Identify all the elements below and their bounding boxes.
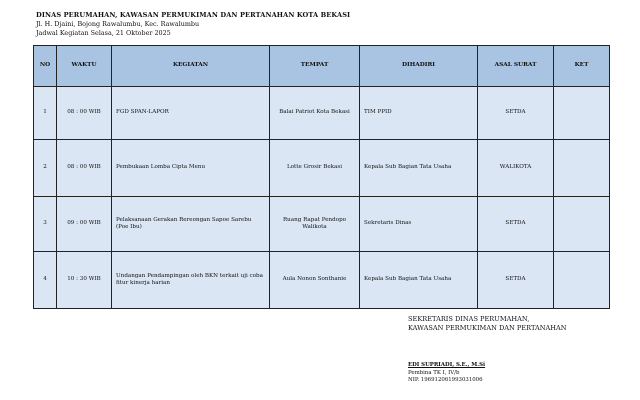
table-row — [34, 87, 610, 140]
schedule-table — [33, 45, 610, 309]
column-header-asal-surat: ASAL SURAT — [478, 46, 554, 87]
document-header — [36, 11, 350, 37]
table-row — [34, 140, 610, 197]
signature-position-line1: SEKRETARIS DINAS PERUMAHAN, — [408, 315, 530, 323]
cell-ket — [554, 252, 610, 309]
column-header-waktu: WAKTU — [57, 46, 112, 87]
agency-title: DINAS PERUMAHAN, KAWASAN PERMUKIMAN DAN PERTANAHAN KOTA BEKASI — [36, 11, 351, 19]
cell-kegiatan: Pembukaan Lomba Cipta Menu — [112, 140, 270, 197]
cell-ket — [554, 140, 610, 197]
cell-dihadiri: Kepala Sub Bagian Tata Usaha — [360, 252, 478, 309]
signatory-name: EDI SUPRIADI, S.E., M.Si — [408, 362, 486, 368]
cell-asal-surat: SETDA — [478, 197, 554, 252]
column-header-dihadiri: DIHADIRI — [360, 46, 478, 87]
cell-no: 2 — [34, 140, 57, 197]
cell-waktu: 08 : 00 WIB — [57, 140, 112, 197]
cell-waktu: 10 : 30 WIB — [57, 252, 112, 309]
table-row — [34, 252, 610, 309]
cell-tempat: Aula Nonon Sonthanie — [270, 252, 360, 309]
cell-tempat: Balai Patriot Kota Bekasi — [270, 87, 360, 140]
cell-no: 1 — [34, 87, 57, 140]
cell-ket — [554, 87, 610, 140]
cell-no: 4 — [34, 252, 57, 309]
schedule-date: Jadwal Kegiatan Selasa, 21 Oktober 2025 — [36, 28, 171, 37]
agency-address: Jl. H. Djaini, Bojong Rawalumbu, Kec. Rawalumbu — [36, 20, 200, 28]
cell-dihadiri: TIM PPID — [360, 87, 478, 140]
signatory-rank: Pembina TK I, IV/b — [408, 369, 460, 376]
cell-waktu: 09 : 00 WIB — [57, 197, 112, 252]
cell-asal-surat: SETDA — [478, 252, 554, 309]
signatory-nip: NIP. 196912061993031006 — [408, 377, 483, 383]
signature-position-line2: KAWASAN PERMUKIMAN DAN PERTANAHAN — [408, 324, 567, 332]
cell-waktu: 08 : 00 WIB — [57, 87, 112, 140]
column-header-no: NO — [34, 46, 57, 87]
cell-kegiatan: Undangan Pendampingan oleh BKN terkait uji coba fitur kinerja harian — [112, 252, 270, 309]
signature-block — [408, 315, 567, 333]
column-header-kegiatan: KEGIATAN — [112, 46, 270, 87]
column-header-tempat: TEMPAT — [270, 46, 360, 87]
cell-no: 3 — [34, 197, 57, 252]
column-header-ket: KET — [554, 46, 610, 87]
cell-tempat: Ruang Rapat Pendopo Walikota — [270, 197, 360, 252]
cell-asal-surat: SETDA — [478, 87, 554, 140]
cell-tempat: Lotte Grosir Bekasi — [270, 140, 360, 197]
cell-ket — [554, 197, 610, 252]
signatory-details — [408, 362, 485, 385]
cell-dihadiri: Sekretaris Dinas — [360, 197, 478, 252]
table-header-row — [34, 46, 610, 87]
cell-asal-surat: WALIKOTA — [478, 140, 554, 197]
cell-kegiatan: Pelaksanaan Gerakan Rereongan Sapoe Sarebu (Poe Ibu) — [112, 197, 270, 252]
cell-kegiatan: FGD SPAN-LAPOR — [112, 87, 270, 140]
cell-dihadiri: Kepala Sub Bagian Tata Usaha — [360, 140, 478, 197]
table-row — [34, 197, 610, 252]
